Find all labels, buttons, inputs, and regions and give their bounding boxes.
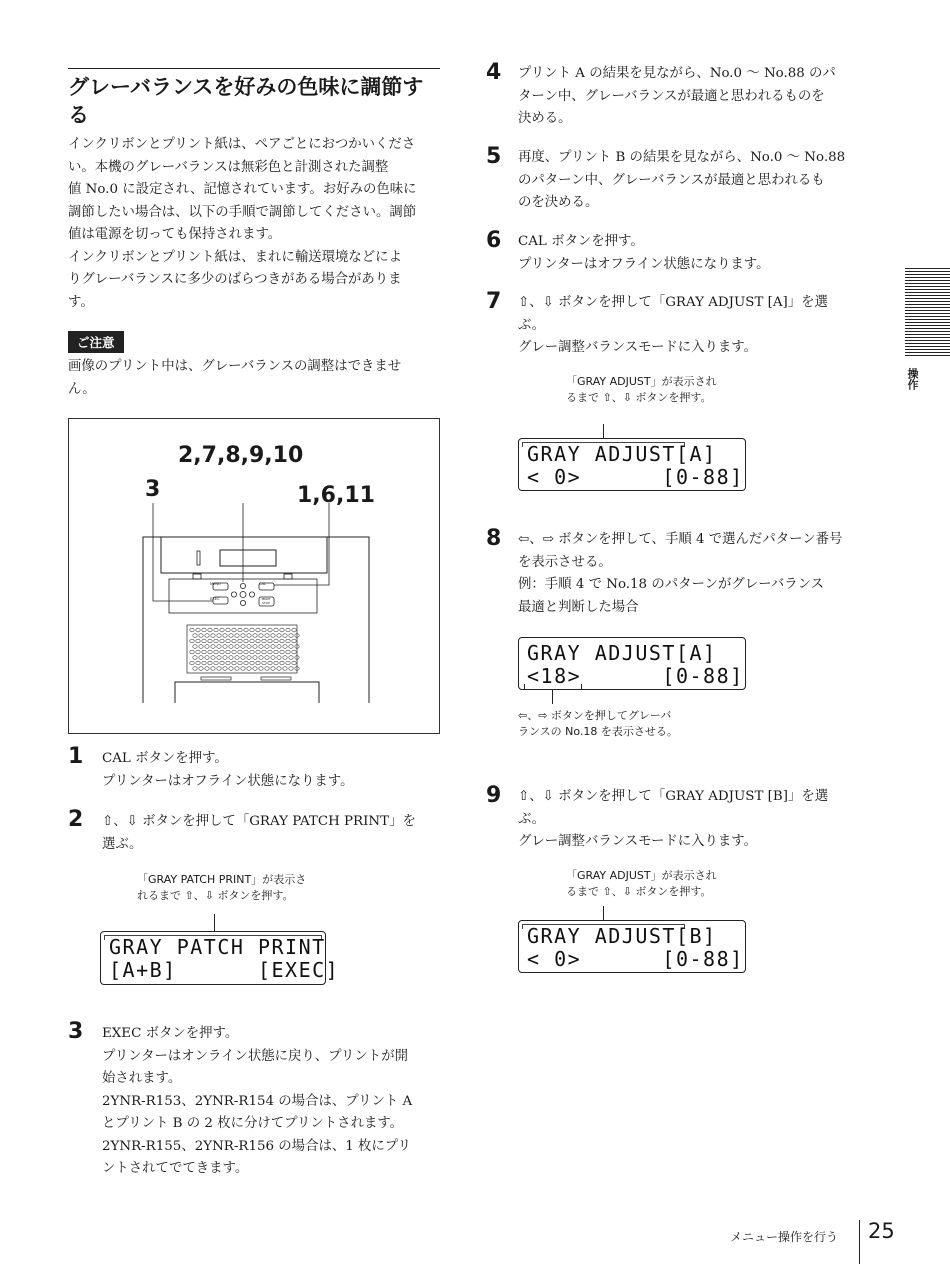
page-number: 25 — [868, 1219, 895, 1243]
callout-leader-line — [552, 690, 553, 704]
callout-line: ⇦、⇨ ボタンを押してグレーバ — [518, 709, 672, 722]
step-line: CAL ボタンを押す。 — [518, 234, 644, 249]
figure-callout-left: 3 — [145, 477, 161, 502]
step-2-text — [102, 811, 442, 856]
lcd-line: < 0> [0-88] — [527, 465, 744, 489]
intro-line: 値 No.0 に設定され、記憶されています。お好みの色味に — [68, 182, 417, 197]
step-5-text — [518, 147, 863, 215]
step-line: グレー調整バランスモードに入ります。 — [518, 834, 758, 849]
lcd-line: GRAY PATCH PRINT — [109, 935, 326, 959]
callout-line: 「GRAY PATCH PRINT」が表示さ — [137, 873, 307, 886]
step-9-text — [518, 786, 863, 854]
figure-callout-right: 1,6,11 — [297, 483, 375, 508]
cal-button-label: CAL — [259, 582, 266, 586]
step-line: ぶ。 — [518, 317, 546, 333]
footer-divider — [859, 1220, 860, 1264]
step-line: グレー調整バランスモードに入ります。 — [518, 340, 758, 355]
callout-line: ランスの No.18 を表示させる。 — [518, 725, 678, 738]
step-number: 6 — [486, 228, 502, 253]
caution-text — [68, 356, 440, 401]
step-line: ⇧、⇩ ボタンを押して「GRAY PATCH PRINT」を — [102, 814, 416, 829]
intro-line: 調節したい場合は、以下の手順で調節してください。調節 — [68, 204, 417, 220]
callout-leader-line — [214, 914, 215, 931]
figure-callout-top: 2,7,8,9,10 — [178, 443, 304, 468]
step-7-callout — [566, 374, 717, 406]
section-tab-label: 操作 — [906, 368, 919, 390]
lcd-display-gray-patch — [100, 931, 340, 985]
step-line: のを決める。 — [518, 195, 599, 210]
page-title: グレーバランスを好みの色味に調節する — [68, 68, 440, 129]
step-line: ターン中、グレーバランスが最適と思われるものを — [518, 88, 825, 104]
lcd-line: <18> [0-88] — [527, 664, 744, 688]
step-line: 決める。 — [518, 111, 572, 126]
step-4-text — [518, 63, 863, 131]
callout-line: るまで ⇧、⇩ ボタンを押す。 — [566, 391, 712, 404]
step-line: プリント A の結果を見ながら、No.0 ～ No.88 のパ — [518, 66, 836, 81]
intro-line: い。本機のグレーバランスは無彩色と計測された調整 — [68, 159, 389, 175]
lcd-line: < 0> [0-88] — [527, 947, 744, 971]
step-7-text — [518, 292, 863, 360]
intro-line: す。 — [68, 294, 94, 310]
lcd-line: GRAY ADJUST[B] — [527, 924, 717, 948]
lcd-display-gray-adjust-a — [518, 438, 746, 491]
caution-line: ん。 — [68, 381, 96, 397]
step-number: 2 — [68, 807, 84, 832]
step-1-text — [102, 748, 442, 793]
step-number: 3 — [68, 1019, 84, 1044]
step-line: プリンターはオンライン状態に戻り、プリントが開 — [102, 1048, 408, 1064]
callout-line: れるまで ⇧、⇩ ボタンを押す。 — [137, 889, 294, 902]
step-line: 例：手順 4 で No.18 のパターンがグレーバランス — [518, 577, 825, 592]
step-line: ぶ。 — [518, 811, 546, 827]
step-line: とプリント B の 2 枚に分けてプリントされます。 — [102, 1116, 404, 1131]
step-8-text — [518, 529, 863, 619]
step-line: ⇧、⇩ ボタンを押して「GRAY ADJUST [B]」を選 — [518, 789, 829, 804]
printer-front-figure — [68, 418, 440, 734]
step-8-callout — [518, 708, 678, 740]
step-line: ⇧、⇩ ボタンを押して「GRAY ADJUST [A]」を選 — [518, 295, 828, 310]
step-line: プリンターはオフライン状態になります。 — [518, 256, 770, 272]
step-3-text — [102, 1023, 447, 1181]
intro-paragraph — [68, 134, 440, 314]
callout-leader-line — [603, 424, 604, 439]
intro-line: インクリボンとプリント紙は、まれに輸送環境などによ — [68, 249, 402, 265]
step-6-text — [518, 231, 863, 276]
value-underline-bracket — [524, 684, 582, 690]
step-line: 選ぶ。 — [102, 836, 143, 852]
caution-badge: ご注意 — [68, 331, 124, 353]
step-line: 2YNR-R155、2YNR-R156 の場合は、1 枚にプリ — [102, 1138, 412, 1154]
callout-line: るまで ⇧、⇩ ボタンを押す。 — [566, 885, 712, 898]
step-line: のパターン中、グレーバランスが最適と思われるも — [518, 172, 825, 188]
step-line: 再度、プリント B の結果を見ながら、No.0 ～ No.88 — [518, 150, 846, 165]
stop-button-label: PRINT STOP — [261, 597, 271, 605]
lcd-line: [A+B] [EXEC] — [109, 958, 340, 982]
menu-button-label: MENU — [210, 582, 221, 586]
lcd-display-gray-adjust-b — [518, 920, 746, 973]
lcd-line: GRAY ADJUST[A] — [527, 442, 717, 466]
step-number: 4 — [486, 60, 502, 85]
step-number: 5 — [486, 144, 502, 169]
step-line: ントされてでてきます。 — [102, 1161, 249, 1176]
step-line: を表示させる。 — [518, 554, 612, 570]
intro-line: 値は電源を切っても保持されます。 — [68, 227, 282, 242]
step-line: 始されます。 — [102, 1071, 182, 1086]
step-line: 2YNR-R153、2YNR-R154 の場合は、プリント A — [102, 1093, 413, 1109]
step-line: 最適と判断した場合 — [518, 599, 639, 615]
step-number: 7 — [486, 289, 502, 314]
step-line: ⇦、⇨ ボタンを押して、手順 4 で選んだパターン番号 — [518, 532, 843, 547]
exec-button-label: EXEC — [210, 597, 220, 601]
step-line: CAL ボタンを押す。 — [102, 751, 228, 766]
callout-line: 「GRAY ADJUST」が表示され — [566, 375, 717, 388]
callout-line: 「GRAY ADJUST」が表示され — [566, 869, 717, 882]
intro-line: りグレーバランスに多少のばらつきがある場合がありま — [68, 272, 402, 287]
step-number: 1 — [68, 744, 84, 769]
lcd-line: GRAY ADJUST[A] — [527, 641, 717, 665]
step-2-callout — [137, 872, 306, 904]
step-number: 8 — [486, 526, 502, 551]
caution-line: 画像のプリント中は、グレーバランスの調整はできませ — [68, 359, 402, 374]
lcd-display-gray-adjust-18 — [518, 637, 746, 690]
section-tab-stripes — [905, 268, 950, 356]
intro-line: インクリボンとプリント紙は、ペアごとにおつかいくださ — [68, 137, 416, 152]
callout-leader-line — [603, 906, 604, 921]
step-9-callout — [566, 868, 717, 900]
step-line: EXEC ボタンを押す。 — [102, 1026, 239, 1041]
footer-section-name: メニュー操作を行う — [730, 1230, 839, 1244]
step-line: プリンターはオフライン状態になります。 — [102, 773, 354, 789]
step-number: 9 — [486, 783, 502, 808]
